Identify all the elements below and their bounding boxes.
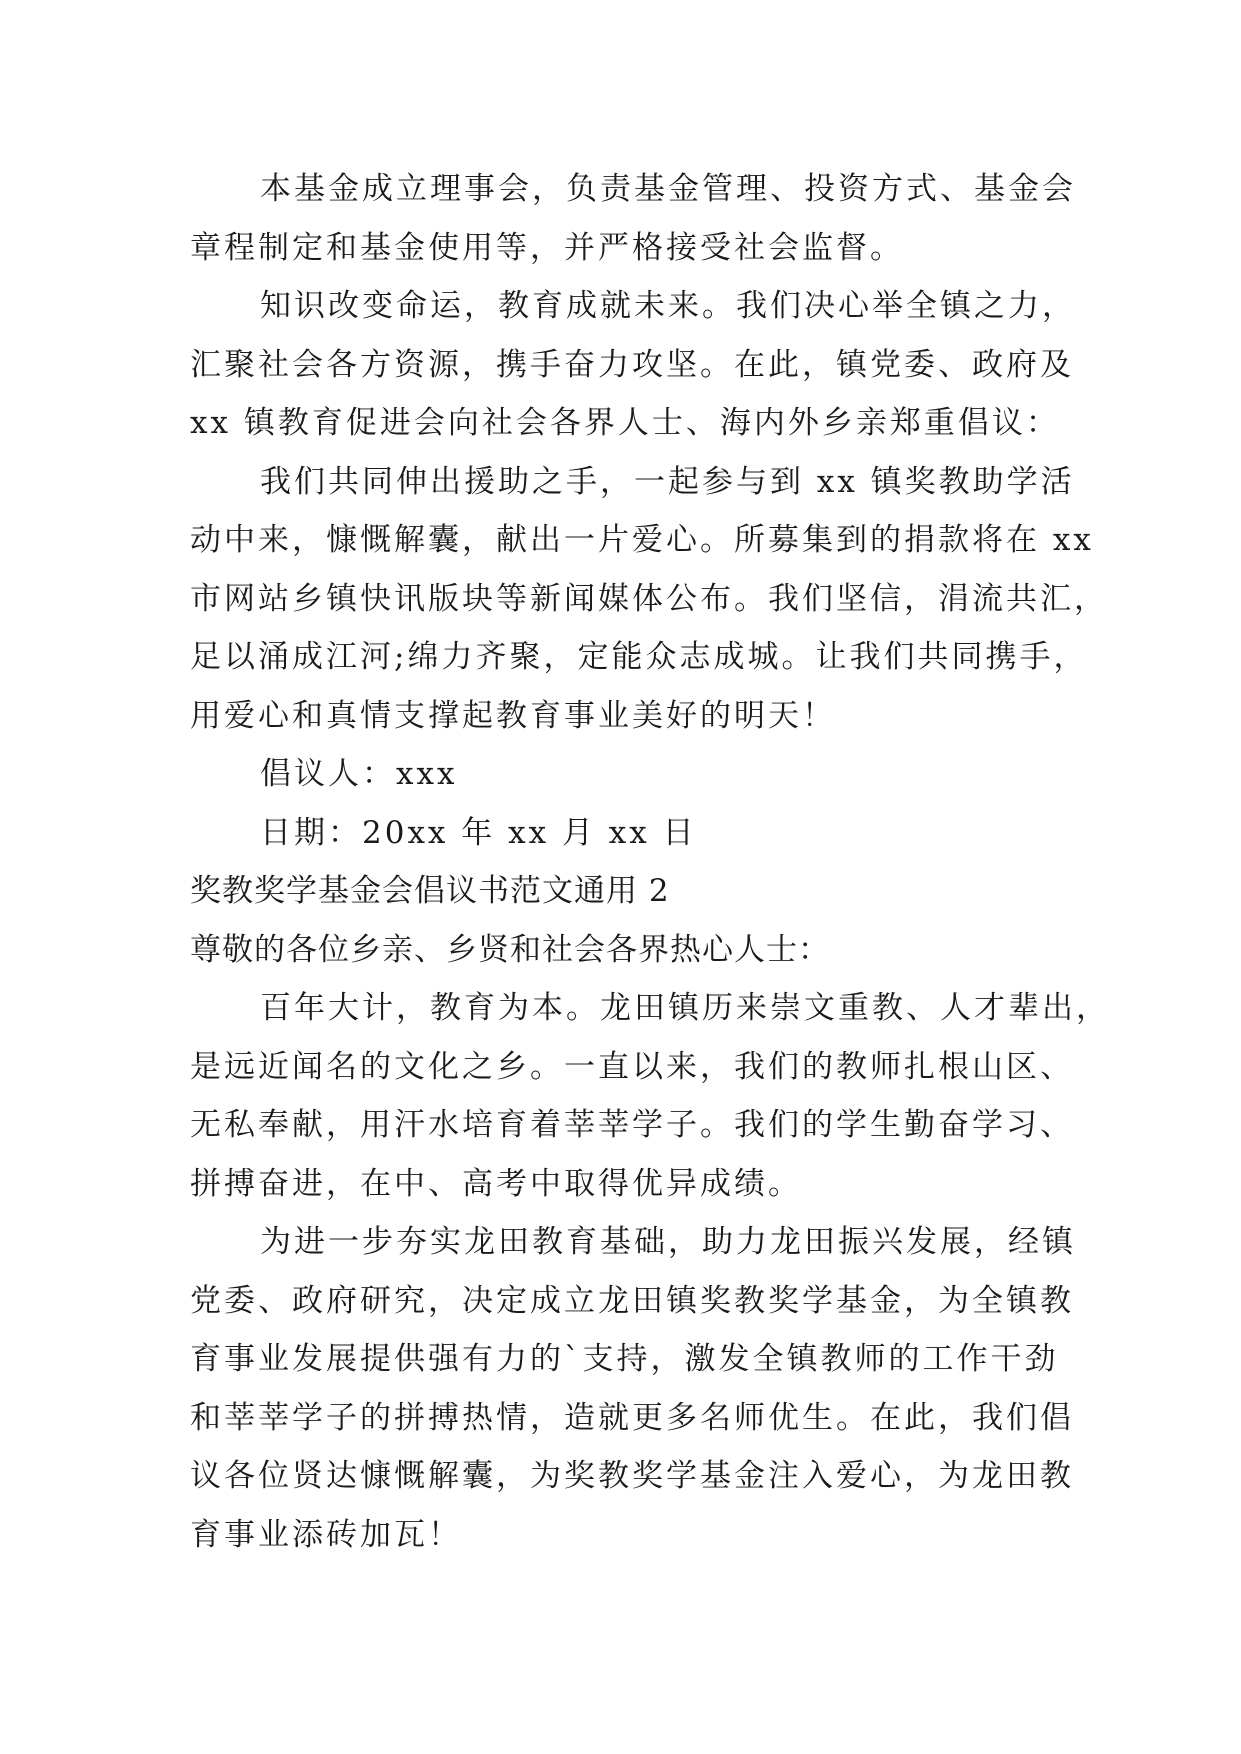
- text-line: 用爱心和真情支撑起教育事业美好的明天！: [190, 697, 836, 734]
- text-line: 市网站乡镇快讯版块等新闻媒体公布。我们坚信，涓流共汇，: [190, 580, 1108, 617]
- section-heading: [190, 862, 1070, 921]
- text-line: 无私奉献，用汗水培育着莘莘学子。我们的学生勤奋学习、: [190, 1107, 1074, 1143]
- text-line: 育事业添砖加瓦！: [190, 1516, 462, 1553]
- text-line: 足以涌成江河;绵力齐聚，定能众志成城。让我们共同携手，: [190, 639, 1088, 675]
- text-line: 议各位贤达慷慨解囊，为奖教奖学基金注入爱心，为龙田教: [190, 1458, 1074, 1494]
- text-line: 育事业发展提供强有力的`支持，激发全镇教师的工作干劲: [190, 1341, 1059, 1377]
- text-line: 倡议人：xxx: [260, 756, 458, 792]
- text-line: 拼搏奋进，在中、高考中取得优异成绩。: [190, 1165, 802, 1202]
- document-body: [190, 160, 1110, 1564]
- text-line: 为进一步夯实龙田教育基础，助力龙田振兴发展，经镇: [260, 1224, 1076, 1260]
- salutation: [190, 921, 1070, 980]
- salutation-line: 尊敬的各位乡亲、乡贤和社会各界热心人士：: [190, 931, 830, 968]
- text-line: 我们共同伸出援助之手，一起参与到 xx 镇奖教助学活: [260, 463, 1075, 500]
- text-line: xx 镇教育促进会向社会各界人士、海内外乡亲郑重倡议：: [190, 405, 1060, 441]
- text-line: 动中来，慷慨解囊，献出一片爱心。所募集到的捐款将在 xx: [190, 522, 1094, 558]
- text-line: 本基金成立理事会，负责基金管理、投资方式、基金会: [260, 171, 1076, 207]
- text-line: 汇聚社会各方资源，携手奋力攻坚。在此，镇党委、政府及: [190, 346, 1074, 383]
- signature-initiator: [190, 745, 1070, 804]
- signature-date: [190, 804, 1070, 863]
- paragraph-foundation: [190, 1213, 1076, 1564]
- text-line: 党委、政府研究，决定成立龙田镇奖教奖学基金，为全镇教: [190, 1282, 1074, 1319]
- text-line: 章程制定和基金使用等，并严格接受社会监督。: [190, 229, 904, 266]
- paragraph-council: [190, 160, 1076, 277]
- text-line: 是远近闻名的文化之乡。一直以来，我们的教师扎根山区、: [190, 1048, 1074, 1085]
- text-line: 和莘莘学子的拼搏热情，造就更多名师优生。在此，我们倡: [190, 1399, 1074, 1436]
- paragraph-education: [190, 979, 1110, 1213]
- heading-line: 奖教奖学基金会倡议书范文通用 2: [190, 873, 670, 909]
- text-line: 知识改变命运，教育成就未来。我们决心举全镇之力，: [260, 288, 1076, 324]
- paragraph-knowledge: [190, 277, 1076, 453]
- text-line: 日期：20xx 年 xx 月 xx 日: [260, 814, 697, 851]
- paragraph-appeal: [190, 453, 1108, 746]
- text-line: 百年大计，教育为本。龙田镇历来崇文重教、人才辈出，: [260, 990, 1110, 1026]
